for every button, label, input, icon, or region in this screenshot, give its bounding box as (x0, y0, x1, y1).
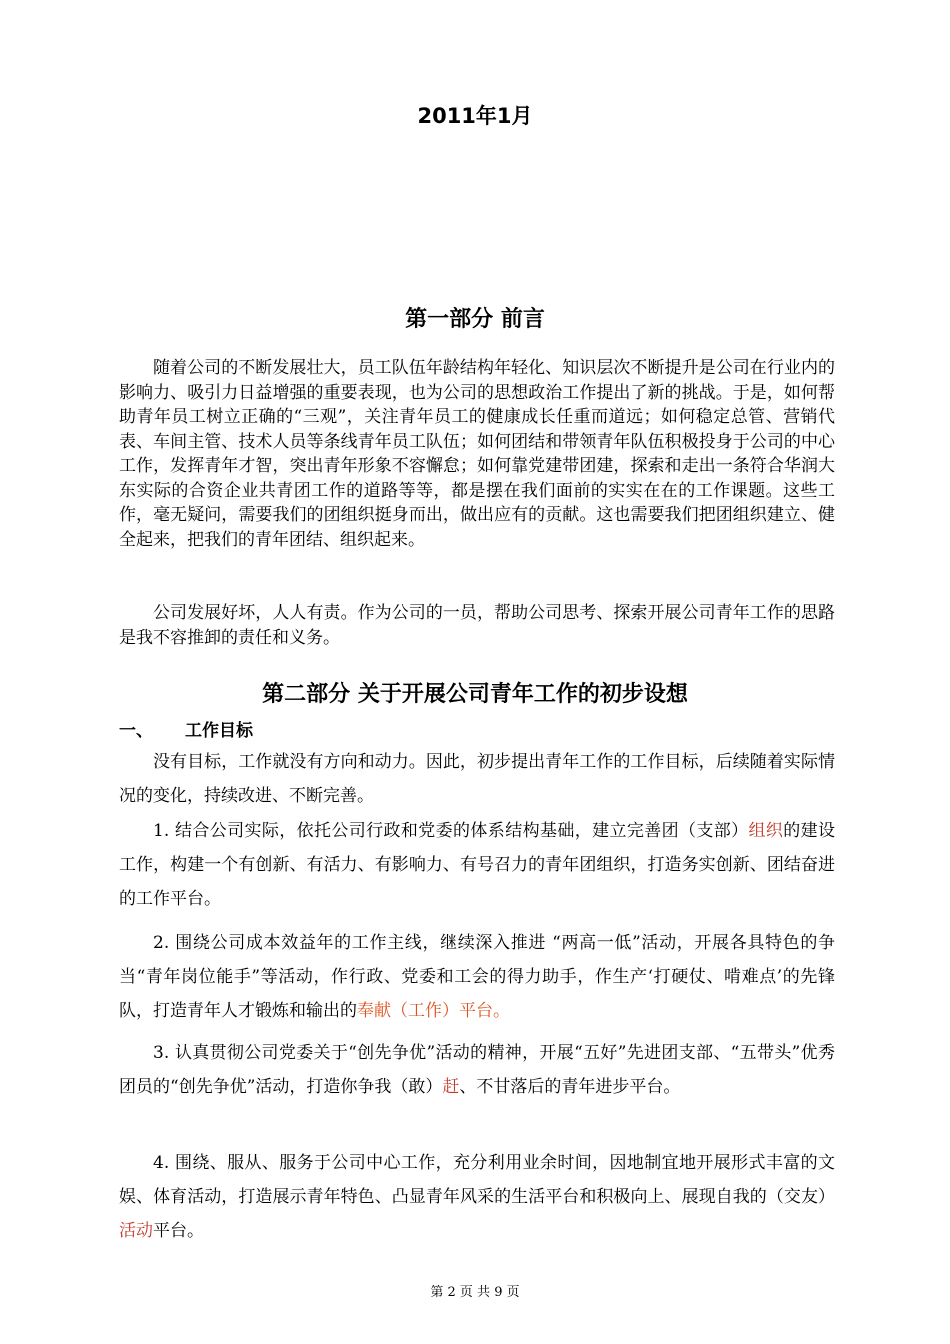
date-heading: 2011年1月 (417, 104, 533, 128)
section-title-text: 工作目标 (185, 721, 253, 741)
goal-item-4-text-tail: 平台。 (153, 1221, 204, 1241)
goal-item-3-text-tail: 、不甘落后的青年进步平台。 (459, 1077, 681, 1097)
goal-item-3-highlight: 赶 (442, 1077, 460, 1097)
section-title (119, 716, 253, 741)
goal-item-2 (119, 926, 835, 1028)
goal-item-4 (119, 1146, 835, 1248)
section-number: 一、 (119, 721, 153, 741)
goal-item-1 (119, 814, 835, 916)
goal-item-1-highlight: 组织 (748, 821, 784, 841)
page-footer: 第 2 页 共 9 页 (430, 1285, 520, 1300)
goal-item-1-text-tail: 的建设工作，构建一个有创新、有活力、有影响力、有号召力的青年团组织，打造务实创新、团结奋进的工作平台。 (119, 821, 836, 909)
goal-item-3 (119, 1036, 835, 1104)
goal-item-3-text: 3. 认真贯彻公司党委关于“创先争优”活动的精神，开展“五好”先进团支部、“五带头”优秀团员的“创先争优”活动，打造你争我（敢） (119, 1043, 835, 1097)
goal-item-2-highlight: 奉献（工作）平台。 (357, 1001, 510, 1021)
part1-heading: 第一部分 前言 (405, 307, 545, 332)
goal-item-1-text: 1. 结合公司实际，依托公司行政和党委的体系结构基础，建立完善团（支部） (153, 821, 749, 841)
section-intro-paragraph: 没有目标，工作就没有方向和动力。因此，初步提出青年工作的工作目标，后续随着实际情况的变化，持续改进、不断完善。 (119, 752, 835, 806)
part2-heading: 第二部分 关于开展公司青年工作的初步设想 (262, 682, 688, 707)
preface-paragraph-2: 公司发展好坏，人人有责。作为公司的一员，帮助公司思考、探索开展公司青年工作的思路是我不容推卸的责任和义务。 (119, 603, 835, 648)
goal-item-4-highlight: 活动 (119, 1221, 153, 1241)
goal-item-4-text: 4. 围绕、服从、服务于公司中心工作，充分利用业余时间，因地制宜地开展形式丰富的文娱、体育活动，打造展示青年特色、凸显青年风采的生活平台和积极向上、展现自我的（交友） (119, 1153, 835, 1207)
goal-item-2-text: 2. 围绕公司成本效益年的工作主线，继续深入推进 “两高一低”活动，开展各具特色的争当“青年岗位能手”等活动，作行政、党委和工会的得力助手，作生产‘打硬仗、啃难点’的先锋队，打造青年人才锻炼和输出的 (119, 933, 835, 1021)
preface-paragraph-1: 随着公司的不断发展壮大，员工队伍年龄结构年轻化、知识层次不断提升是公司在行业内的影响力、吸引力日益增强的重要表现，也为公司的思想政治工作提出了新的挑战。于是，如何帮助青年员工树立正确的“三观”，关注青年员工的健康成长任重而道远；如何稳定总管、营销代表、车间主管、技术人员等条线青年员工队伍；如何团结和带领青年队伍积极投身于公司的中心工作，发挥青年才智，突出青年形象不容懈怠；如何靠党建带团建，探索和走出一条符合华润大东实际的合资企业共青团工作的道路等等，都是摆在我们面前的实实在在的工作课题。这些工作，毫无疑问，需要我们的团组织挺身而出，做出应有的贡献。这也需要我们把团组织建立、健全起来，把我们的青年团结、组织起来。 (119, 358, 835, 550)
